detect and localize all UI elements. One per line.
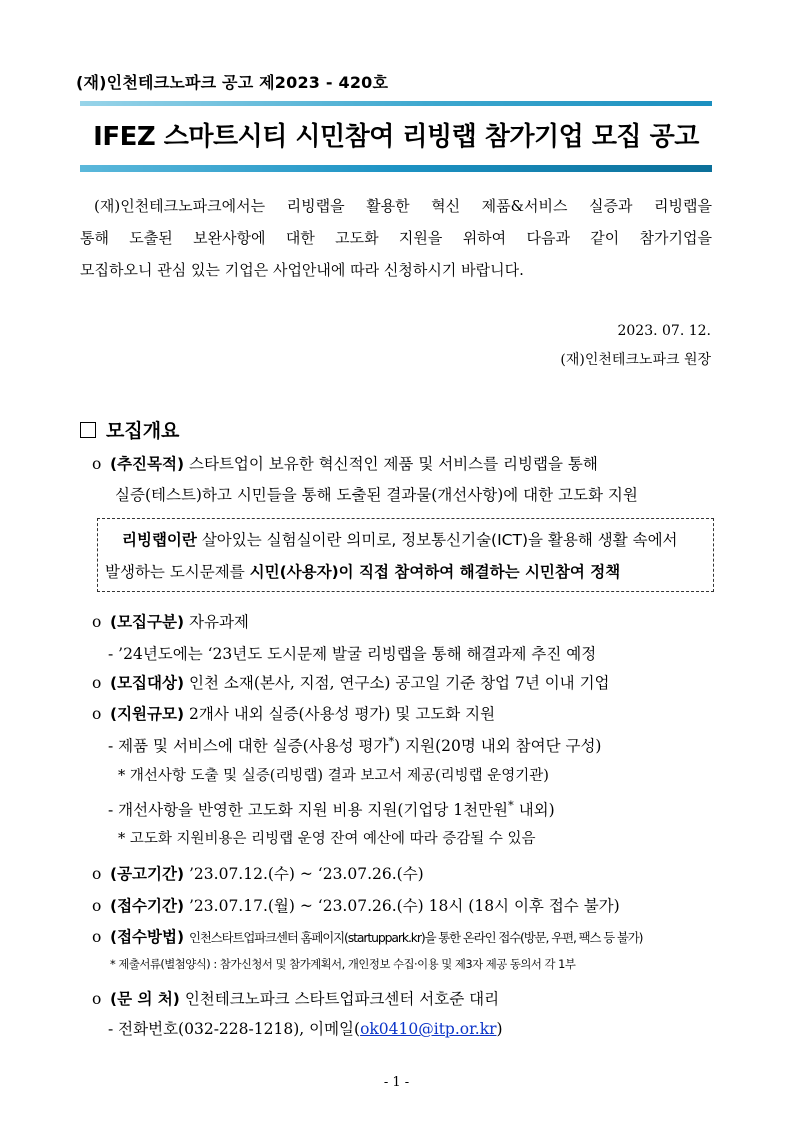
document-number: (재)인천테크노파크 공고 제2023 - 420호 [76, 73, 389, 92]
purpose-label: (추진목적) [110, 455, 185, 473]
definition-line-2 [105, 560, 620, 582]
scale-sub-2 [108, 798, 555, 820]
footnote-marker: * [508, 798, 514, 812]
receipt-label: (접수기간) [110, 897, 185, 915]
period-label: (공고기간) [110, 865, 185, 883]
scale-sub-2-text: - 개선사항을 반영한 고도화 지원 비용 지원(기업당 1천만원 [108, 801, 509, 820]
contact-email-link[interactable]: ok0410@itp.or.kr [360, 1020, 497, 1038]
category-value: 자유과제 [189, 613, 249, 631]
bullet-icon: o [92, 455, 102, 473]
contact-close: ) [496, 1020, 503, 1038]
bullet-icon: o [92, 990, 102, 1008]
category-item [92, 610, 249, 632]
bullet-icon: o [92, 897, 102, 915]
purpose-text: 스타트업이 보유한 혁신적인 제품 및 서비스를 리빙랩을 통해 [189, 455, 598, 473]
contact-item [92, 987, 499, 1009]
target-value: 인천 소재(본사, 지점, 연구소) 공고일 기준 창업 7년 이내 기업 [189, 674, 610, 692]
bullet-icon: o [92, 705, 102, 723]
intro-line-3: 모집하오니 관심 있는 기업은 사업안내에 따라 신청하시기 바랍니다. [80, 261, 524, 279]
scale-note-2: * 고도화 지원비용은 리빙랩 운영 잔여 예산에 따라 증감될 수 있음 [118, 831, 536, 847]
definition-text: 살아있는 실험실이란 의미로, 정보통신기술(ICT)을 활용해 생활 속에서 [201, 531, 678, 549]
page-number: - 1 - [383, 1075, 410, 1090]
page-title: IFEZ 스마트시티 시민참여 리빙랩 참가기업 모집 공고 [93, 122, 699, 152]
category-sub: - ’24년도에는 ‘23년도 도시문제 발굴 리빙랩을 통해 해결과제 추진 예정 [108, 645, 597, 663]
target-label: (모집대상) [110, 674, 185, 692]
method-value: 인천스타트업파크센터 홈페이지(startuppark.kr)을 통한 온라인 접수(방문, 우편, 팩스 등 불가) [189, 930, 643, 945]
method-item [92, 925, 642, 947]
method-label: (접수방법) [110, 928, 185, 946]
bullet-icon: o [92, 928, 102, 946]
announcement-date: 2023. 07. 12. [617, 323, 711, 339]
scale-sub-1 [108, 734, 601, 756]
section-title: 모집개요 [106, 420, 180, 442]
intro-paragraph [80, 190, 712, 286]
contact-phone-line [108, 1017, 503, 1039]
period-value: ’23.07.12.(수) ~ ‘23.07.26.(수) [189, 865, 424, 883]
scale-note-1: * 개선사항 도출 및 실증(리빙랩) 결과 보고서 제공(리빙랩 운영기관) [118, 768, 549, 784]
intro-line-2: 통해 도출된 보완사항에 대한 고도화 지원을 위하여 다음과 같이 참가기업을 [80, 229, 712, 247]
bullet-icon: o [92, 613, 102, 631]
footnote-marker: * [388, 734, 395, 748]
purpose-item [92, 452, 598, 474]
contact-phone: - 전화번호(032-228-1218), 이메일( [108, 1020, 361, 1038]
purpose-text-line2: 실증(테스트)하고 시민들을 통해 도출된 결과물(개선사항)에 대한 고도화 지원 [115, 486, 638, 504]
intro-line-1: (재)인천테크노파크에서는 리빙랩을 활용한 혁신 제품&서비스 실증과 리빙랩을 [94, 197, 712, 215]
definition-emphasis: 시민(사용자)이 직접 참여하여 해결하는 시민참여 정책 [249, 563, 621, 581]
title-top-bar [80, 101, 712, 106]
definition-text-2: 발생하는 도시문제를 [105, 563, 245, 581]
section-heading [80, 416, 179, 443]
receipt-item [92, 894, 620, 916]
definition-term: 리빙랩이란 [122, 531, 197, 549]
bullet-icon: o [92, 674, 102, 692]
bullet-icon: o [92, 865, 102, 883]
target-item [92, 671, 610, 693]
scale-sub-2-end: 내외) [513, 801, 555, 820]
definition-line-1 [122, 528, 678, 550]
scale-sub-1-end: ) 지원(20명 내외 참여단 구성) [394, 737, 602, 756]
contact-value: 인천테크노파크 스타트업파크센터 서호준 대리 [184, 990, 500, 1008]
issuer-name: (재)인천테크노파크 원장 [560, 352, 711, 368]
scale-label: (지원규모) [110, 705, 185, 723]
checkbox-square-icon [80, 422, 96, 438]
method-note: * 제출서류(별첨양식) : 참가신청서 및 참가계획서, 개인정보 수집·이용 및 제3자 제공 동의서 각 1부 [110, 957, 576, 971]
title-bottom-bar [80, 165, 712, 172]
receipt-value: ’23.07.17.(월) ~ ‘23.07.26.(수) 18시 (18시 이후 접수 불가) [189, 897, 620, 915]
scale-sub-1-text: - 제품 및 서비스에 대한 실증(사용성 평가 [108, 737, 389, 756]
period-item [92, 862, 424, 884]
scale-value: 2개사 내외 실증(사용성 평가) 및 고도화 지원 [189, 705, 496, 723]
scale-item [92, 702, 495, 724]
contact-label: (문 의 처) [110, 990, 180, 1008]
category-label: (모집구분) [110, 613, 185, 631]
